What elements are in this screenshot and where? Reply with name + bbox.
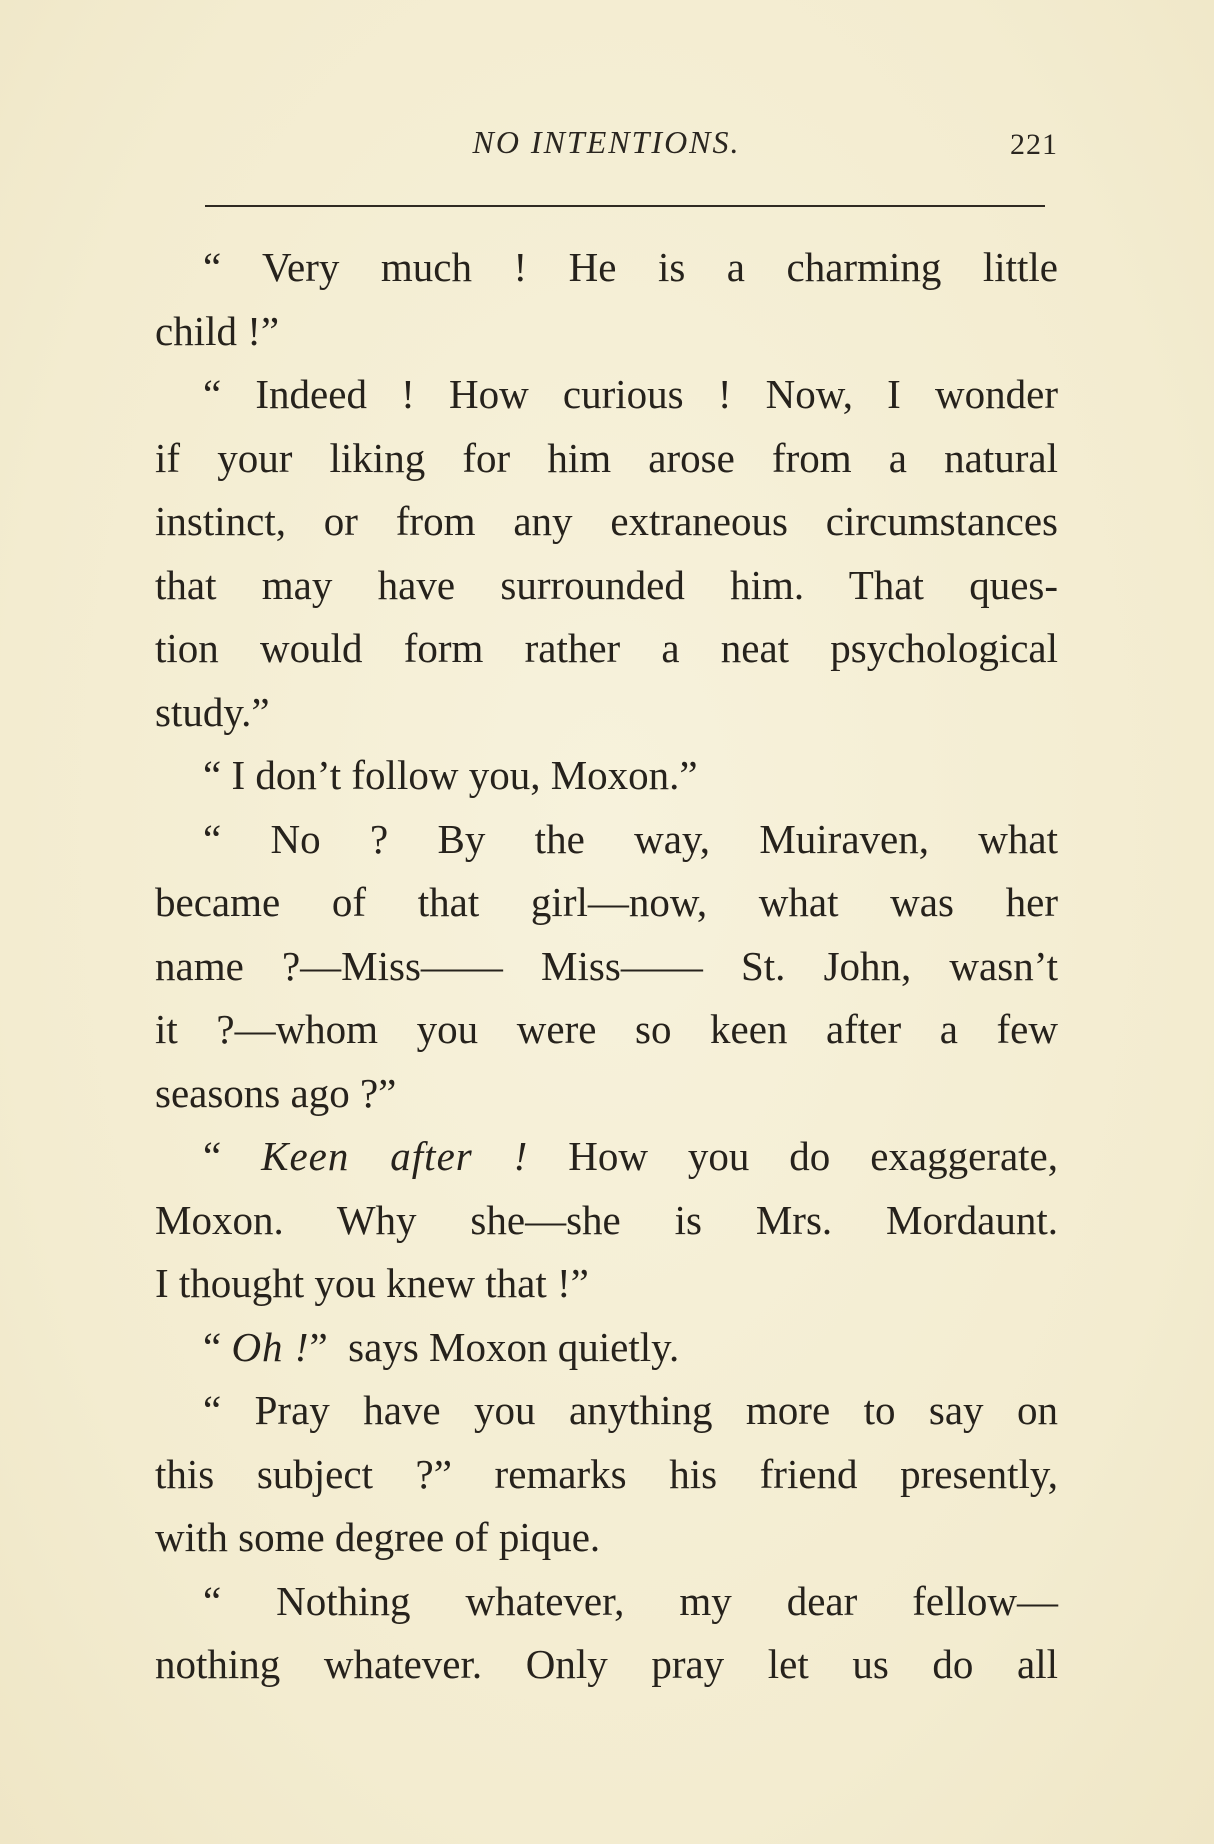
text-line: this subject ?” remarks his friend presently, xyxy=(155,1450,1058,1497)
text-line: instinct, or from any extraneous circumstances xyxy=(155,498,1058,544)
body-text xyxy=(155,236,1058,1697)
running-title: NO INTENTIONS. xyxy=(472,124,741,160)
close-quote: ” xyxy=(309,1323,328,1370)
text-line xyxy=(155,1125,1058,1189)
text-line: I thought you knew that !” xyxy=(155,1260,589,1306)
text-line: if your liking for him arose from a natural xyxy=(155,434,1058,481)
text-line: tion would form rather a neat psychological xyxy=(155,625,1058,671)
italic-phrase: Oh ! xyxy=(231,1323,310,1370)
text-line: “ Indeed ! How curious ! Now, I wonder xyxy=(203,371,1058,417)
text-line: name ?—Miss—— Miss—— St. John, wasn’t xyxy=(155,942,1058,989)
text-line: seasons ago ?” xyxy=(155,1069,397,1116)
running-head xyxy=(155,120,1058,170)
text-line: “ No ? By the way, Muiraven, what xyxy=(203,815,1058,862)
text-line: “ Pray have you anything more to say on xyxy=(203,1387,1058,1433)
text-line: Moxon. Why she—she is Mrs. Mordaunt. xyxy=(155,1196,1058,1243)
text-fragment: How you do exaggerate, xyxy=(568,1133,1058,1179)
text-line: nothing whatever. Only pray let us do all xyxy=(155,1641,1058,1687)
open-quote: “ xyxy=(203,1133,262,1179)
text-fragment: says Moxon quietly. xyxy=(348,1323,680,1370)
text-line: study.” xyxy=(155,688,270,735)
italic-phrase: Keen after ! xyxy=(261,1133,529,1179)
text-line: child !” xyxy=(155,307,280,354)
text-line: it ?—whom you were so keen after a few xyxy=(155,1006,1058,1052)
text-line: that may have surrounded him. That ques- xyxy=(155,561,1058,608)
text-line xyxy=(155,1316,1058,1380)
text-line: “ I don’t follow you, Moxon.” xyxy=(203,752,698,798)
page-number: 221 xyxy=(1010,128,1058,161)
text-line: with some degree of pique. xyxy=(155,1514,601,1560)
text-line: became of that girl—now, what was her xyxy=(155,879,1058,925)
text-line: “ Nothing whatever, my dear fellow— xyxy=(203,1577,1058,1624)
header-rule xyxy=(205,205,1045,207)
text-line: “ Very much ! He is a charming little xyxy=(203,244,1058,290)
open-quote: “ xyxy=(203,1323,232,1370)
